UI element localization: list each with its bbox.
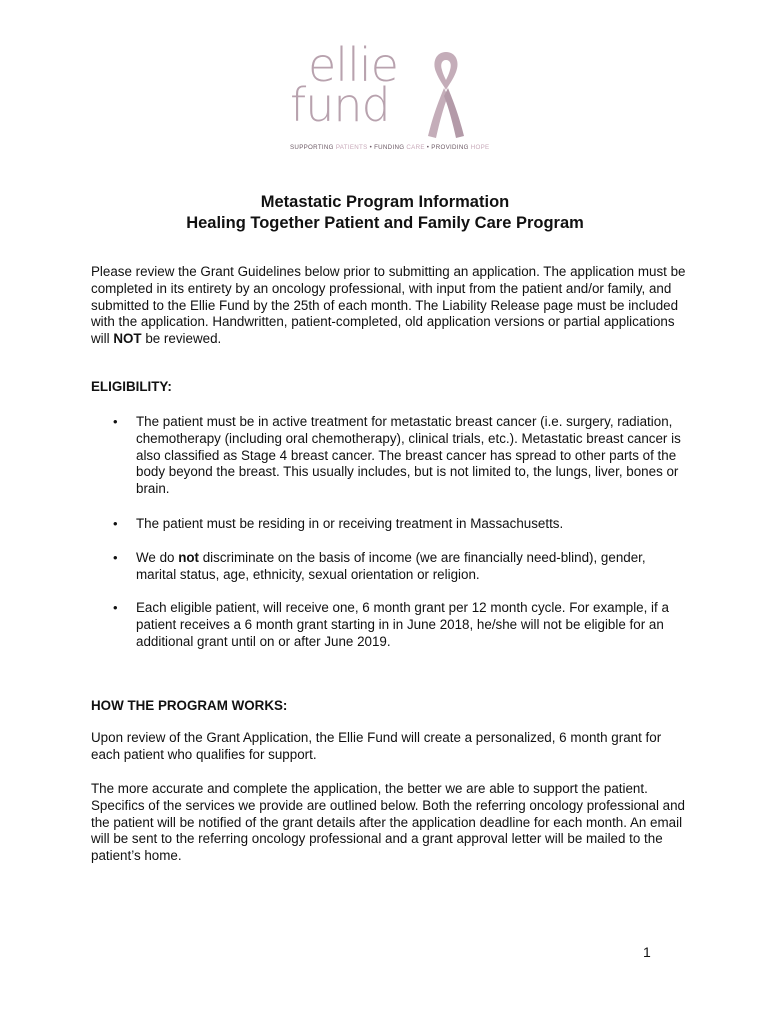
bullet-marker: • [113,550,118,565]
logo-text-fund: fund [290,78,390,132]
tagline-part: • FUNDING [367,144,407,151]
how-paragraph-2: The more accurate and complete the application, the better we are able to support the patient. Specifics of the services we provide are outlined below. Both the referring oncology professional and the patient will be notified of the grant details after the application deadline for each month. An email will be sent to the referring oncology professional and a grant approval letter will be mailed to the patient’s home. [91,781,685,864]
bullet-marker: • [113,414,118,429]
intro-text-end: be reviewed. [141,331,222,347]
intro-text: Please review the Grant Guidelines below prior to submitting an application. The application must be completed in its entirety by an oncology professional, with input from the patient and/or family, and submitted to the Ellie Fund by the 25th of each month. The Liability Release page must be included with the application. Handwritten, patient-completed, old application versions or partial applications will [91,264,686,347]
page-number: 1 [643,944,651,960]
bullet-text: Each eligible patient, will receive one, 6 month grant per 12 month cycle. For example, if a patient receives a 6 month grant starting in in June 2018, he/she will not be eligible for an additional grant until on or after June 2019. [136,600,669,649]
bullet-marker: • [113,516,118,531]
document-title: Metastatic Program Information [260,193,510,211]
ellie-fund-logo [290,38,490,162]
tagline-part: HOPE [470,144,490,151]
eligibility-heading: ELIGIBILITY: [91,379,172,394]
logo-text-ellie: ellie [308,38,398,92]
bullet-text: The patient must be in active treatment for metastatic breast cancer (i.e. surgery, radiation, chemotherapy (including oral chemotherapy), clinical trials, etc.). Metastatic breast cancer is also classified as Stage 4 breast cancer. The breast cancer has spread to other parts of the body beyond the breast. This usually includes, but is not limited to, the lungs, liver, bones or brain. [136,414,681,497]
logo-tagline [290,144,490,151]
tagline-part: CARE [406,144,425,151]
intro-bold-not: NOT [113,331,142,347]
tagline-part: SUPPORTING [290,144,336,151]
bullet-text-start: We do [136,550,179,565]
how-paragraph-1: Upon review of the Grant Application, the Ellie Fund will create a personalized, 6 month grant for each patient who qualifies for support. [91,730,662,762]
bullet-text-end: discriminate on the basis of income (we are financially need-blind), gender, marital status, age, ethnicity, sexual orientation or religion. [136,550,646,582]
intro-paragraph [91,264,691,348]
bullet-text [136,550,681,584]
how-program-works-heading: HOW THE PROGRAM WORKS: [91,698,288,713]
tagline-part: PATIENTS [335,144,368,151]
bullet-bold-not: not [178,550,200,565]
document-subtitle: Healing Together Patient and Family Care Program [186,214,584,232]
pink-ribbon-icon [422,46,470,142]
tagline-part: • PROVIDING [424,144,471,151]
bullet-text: The patient must be residing in or receiving treatment in Massachusetts. [136,516,564,531]
bullet-marker: • [113,600,118,615]
